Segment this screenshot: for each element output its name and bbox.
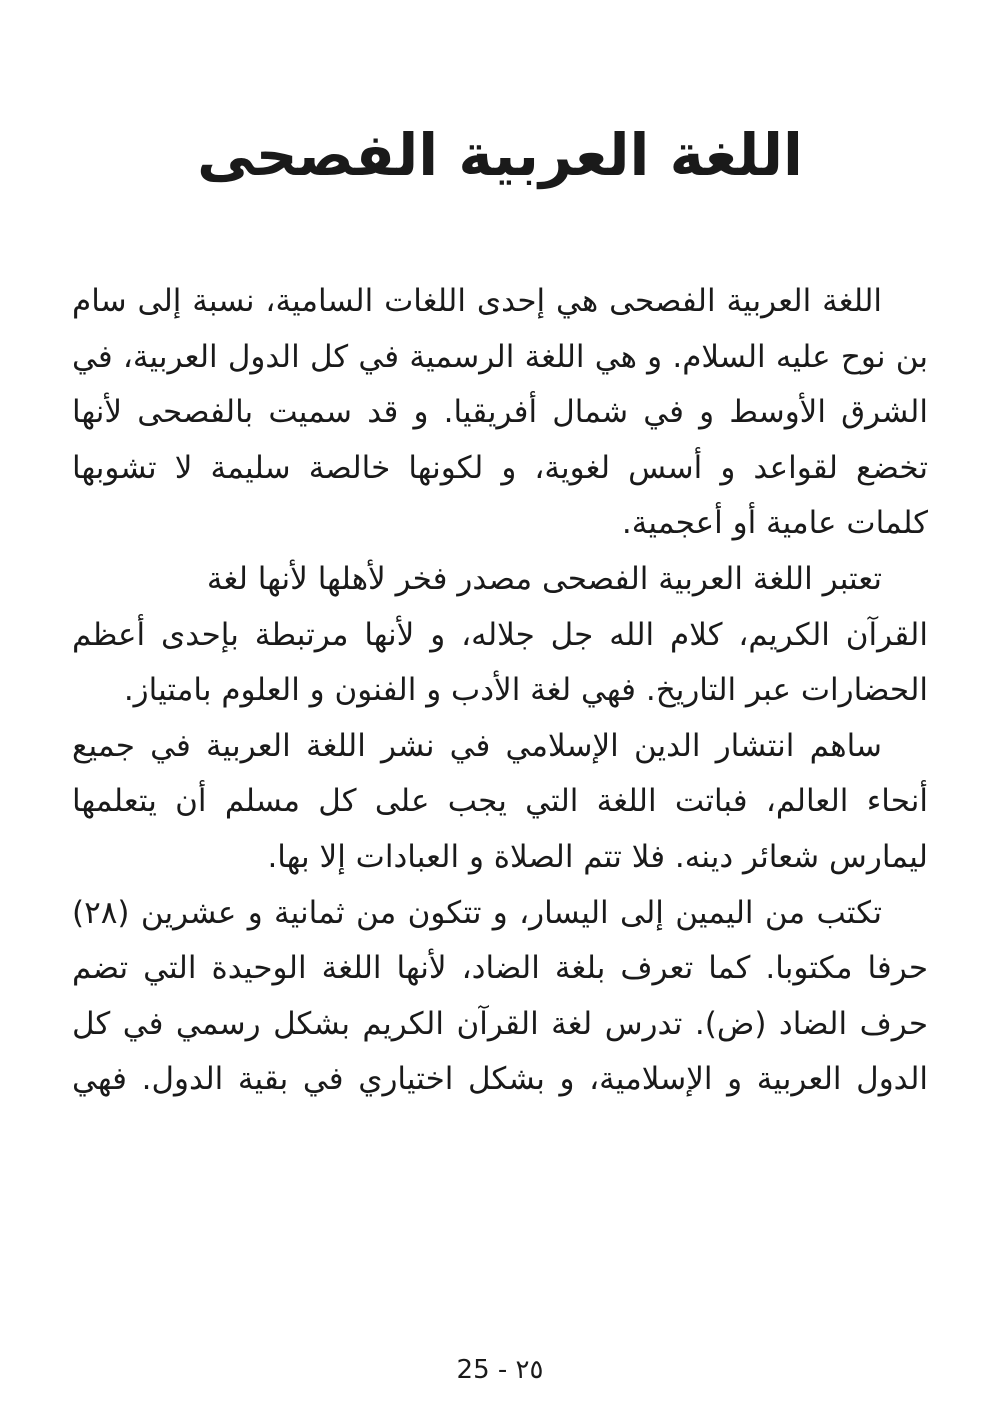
paragraph-1-line-3: الشرق الأوسط و في شمال أفريقيا. و قد سميت بالفصحى لأنها — [72, 394, 928, 431]
paragraph-3-line-3: ليمارس شعائر دينه. فلا تتم الصلاة و العبادات إلا بها. — [267, 838, 928, 875]
paragraph-4-line-3: حرف الضاد (ض). تدرس لغة القرآن الكريم بشكل رسمي في كل — [72, 1005, 928, 1042]
paragraph-3-line-1: ساهم انتشار الدين الإسلامي في نشر اللغة العربية في جميع — [72, 727, 882, 764]
paragraph-2-line-2: القرآن الكريم، كلام الله جل جلاله، و لأنها مرتبطة بإحدى أعظم — [72, 616, 928, 653]
paragraph-1-line-4: تخضع لقواعد و أسس لغوية، و لكونها خالصة سليمة لا تشوبها — [72, 449, 928, 486]
body-text — [72, 274, 928, 1108]
paragraph-1-line-5: كلمات عامية أو أعجمية. — [621, 505, 928, 542]
paragraph-3-line-2: أنحاء العالم، فباتت اللغة التي يجب على كل مسلم أن يتعلمها — [72, 783, 928, 820]
paragraph-4-line-2: حرفا مكتوبا. كما تعرف بلغة الضاد، لأنها اللغة الوحيدة التي تضم — [72, 950, 928, 987]
page-title: اللغة العربية الفصحى — [197, 121, 803, 189]
paragraph-1-line-2: بن نوح عليه السلام. و هي اللغة الرسمية في كل الدول العربية، في — [72, 338, 928, 375]
paragraph-1-line-1: اللغة العربية الفصحى هي إحدى اللغات السامية، نسبة إلى سام — [72, 283, 882, 319]
paragraph-2-line-1: تعتبر اللغة العربية الفصحى مصدر فخر لأهلها لأنها لغة — [206, 560, 882, 597]
paragraph-4-line-1: تكتب من اليمين إلى اليسار، و تتكون من ثمانية و عشرين (٢٨) — [72, 894, 882, 931]
paragraph-2-line-3: الحضارات عبر التاريخ. فهي لغة الأدب و الفنون و العلوم بامتياز. — [123, 672, 928, 709]
page-number: 25 - ٢٥ — [456, 1355, 544, 1385]
paragraph-4-line-4: الدول العربية و الإسلامية، و بشكل اختياري في بقية الدول. فهي — [72, 1061, 928, 1098]
